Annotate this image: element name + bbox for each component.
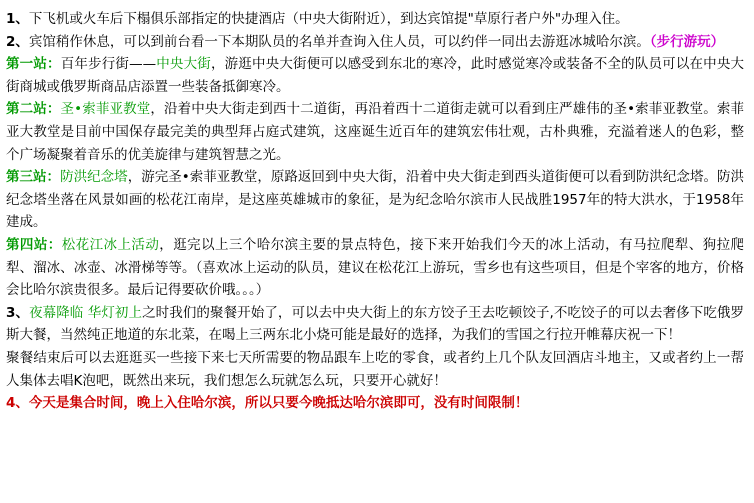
- station-text: ，沿着中央大街走到西十二道街，再沿着西十二道街走就可以看到庄严雄伟的圣•索菲亚教堂。索菲亚大教堂是目前中国保存最完美的典型拜占庭式建筑，这座诞生近百年的建筑宏伟壮观，古朴典雅，充溢着迷人的色彩，整个广场凝聚着音乐的优美旋律与建筑智慧之光。: [6, 101, 745, 163]
- paragraph-arrival: [6, 8, 744, 31]
- item-number: 4、: [6, 395, 29, 412]
- station-label: 第一站：: [6, 56, 61, 73]
- item-number: 2、: [6, 33, 29, 50]
- assembly-notice: 今天是集合时间，晚上入住哈尔滨，所以只要今晚抵达哈尔滨即可，没有时间限制！: [28, 395, 529, 412]
- station-label: 第四站：: [6, 236, 62, 253]
- station-3: [6, 166, 744, 234]
- item-number: 1、: [6, 11, 29, 27]
- station-label: 第二站：: [6, 101, 61, 118]
- station-text: ，游逛中央大街便可以感受到东北的寒冷，此时感觉寒冷或装备不全的队员可以在中央大街商城或俄罗斯商品店添置一些装备抵御寒冷。: [6, 56, 745, 95]
- station-4: [6, 234, 744, 302]
- station-label: 第三站：: [6, 169, 61, 186]
- paragraph-text: 宾馆稍作休息，可以到前台看一下本期队员的名单并查询入住人员，可以约伴一同出去游逛冰城哈尔滨。: [28, 33, 650, 50]
- paragraph-assembly: [6, 392, 744, 415]
- station-place: 松花江冰上活动: [61, 236, 160, 253]
- station-1: [6, 53, 744, 98]
- station-place: 中央大街: [156, 56, 211, 73]
- station-place: 圣•索菲亚教堂: [60, 101, 151, 118]
- paragraph-text: 下飞机或火车后下榻俱乐部指定的快捷酒店（中央大街附近），到达宾馆提"草原行者户外"办理入住。: [28, 11, 629, 27]
- station-intro: 百年步行街——: [60, 56, 157, 73]
- station-2: [6, 98, 744, 166]
- paragraph-rest: [6, 31, 744, 54]
- dinner-event: 夜幕降临 华灯初上: [29, 304, 143, 321]
- paragraph-after-dinner: [6, 347, 744, 392]
- paragraph-dinner: [6, 302, 744, 347]
- walking-tour-highlight: （步行游玩）: [649, 33, 725, 50]
- paragraph-text: 之时我们的聚餐开始了，可以去中央大街上的东方饺子王去吃顿饺子,不吃饺子的可以去奢侈下吃俄罗斯大餐，当然纯正地道的东北菜，在喝上三两东北小烧可能是最好的选择，为我们的雪国之行拉开帷幕庆祝一下！: [6, 304, 744, 344]
- item-number: 3、: [6, 304, 30, 321]
- station-place: 防洪纪念塔: [60, 169, 128, 186]
- station-text: ，游完圣•索菲亚教堂，原路返回到中央大街，沿着中央大街走到西头道街便可以看到防洪纪念塔。防洪纪念塔坐落在风景如画的松花江南岸，是这座英雄城市的象征，是为纪念哈尔滨市人民战胜1957年的特大洪水，于1958年建成。: [6, 169, 745, 231]
- paragraph-text: 聚餐结束后可以去逛逛买一些接下来七天所需要的物品跟车上吃的零食，或者约上几个队友回酒店斗地主，又或者约上一帮人集体去唱K泡吧，既然出来玩，我们想怎么玩就怎么玩，只要开心就好！: [6, 349, 744, 389]
- station-text: ，逛完以上三个哈尔滨主要的景点特色，接下来开始我们今天的冰上活动，有马拉爬犁、狗拉爬犁、溜冰、冰壶、冰滑梯等等。（喜欢冰上运动的队员，建议在松花江上游玩，雪乡也有这些项目，但是个宰客的地方，价格会比哈尔滨贵很多。最后记得要砍价哦。。。）: [6, 236, 745, 299]
